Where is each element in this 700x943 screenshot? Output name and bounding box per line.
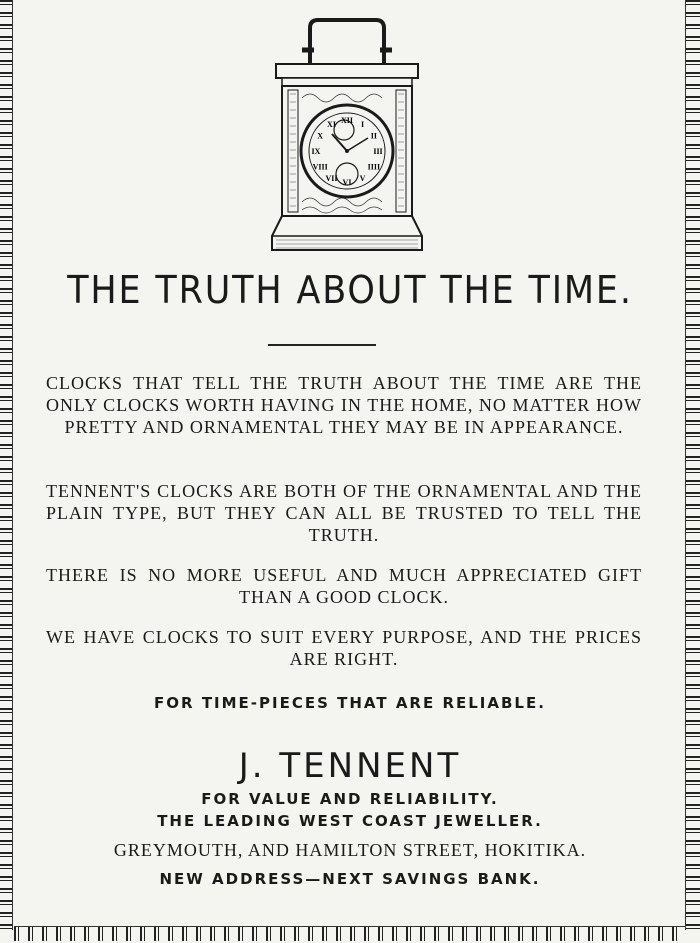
paragraph-clocks-truth: CLOCKS THAT TELL THE TRUTH ABOUT THE TIME ARE THE ONLY CLOCKS WORTH HAVING IN THE HOME, NO MATTER HOW PRETTY AND ORNAMENTAL THEY MAY BE IN APPEARANCE.	[46, 373, 642, 437]
clock-numeral: IIII	[367, 162, 381, 172]
clock-numeral: I	[360, 120, 365, 130]
tagline: FOR TIME-PIECES THAT ARE RELIABLE.	[154, 694, 546, 712]
clock-numeral: XI	[327, 120, 336, 130]
paragraph-every-purpose: WE HAVE CLOCKS TO SUIT EVERY PURPOSE, AND THE PRICES ARE RIGHT.	[46, 627, 642, 669]
clock-numeral: II	[370, 131, 377, 141]
clock-numeral: VII	[325, 173, 338, 183]
clock-numeral: III	[373, 147, 383, 156]
business-name: J. TENNENT	[238, 746, 462, 786]
clock-numeral: X	[317, 131, 324, 141]
clock-numeral: VI	[342, 178, 352, 187]
leading-jeweller-line: THE LEADING WEST COAST JEWELLER.	[157, 812, 543, 830]
paragraph-tennents-clocks: TENNENT'S CLOCKS ARE BOTH OF THE ORNAMENTAL AND THE PLAIN TYPE, BUT THEY CAN ALL BE TRUSTED TO TELL THE TRUTH.	[46, 481, 642, 545]
value-line: FOR VALUE AND RELIABILITY.	[201, 790, 499, 808]
clock-numeral: V	[359, 173, 366, 183]
headline: THE TRUTH ABOUT THE TIME.	[67, 268, 633, 312]
paragraph-useful-gift: THERE IS NO MORE USEFUL AND MUCH APPRECIATED GIFT THAN A GOOD CLOCK.	[46, 565, 642, 607]
divider	[268, 344, 376, 346]
decorative-border-left	[0, 0, 13, 930]
clock-numeral: VIII	[312, 162, 328, 172]
decorative-border-bottom	[14, 926, 686, 941]
clock-numeral: XII	[340, 116, 354, 125]
clock-numeral: IX	[311, 147, 321, 156]
carriage-clock-illustration	[262, 14, 432, 254]
address: GREYMOUTH, AND HAMILTON STREET, HOKITIKA.	[113, 840, 587, 860]
new-address: NEW ADDRESS—NEXT SAVINGS BANK.	[159, 870, 541, 888]
decorative-border-right	[685, 0, 700, 930]
